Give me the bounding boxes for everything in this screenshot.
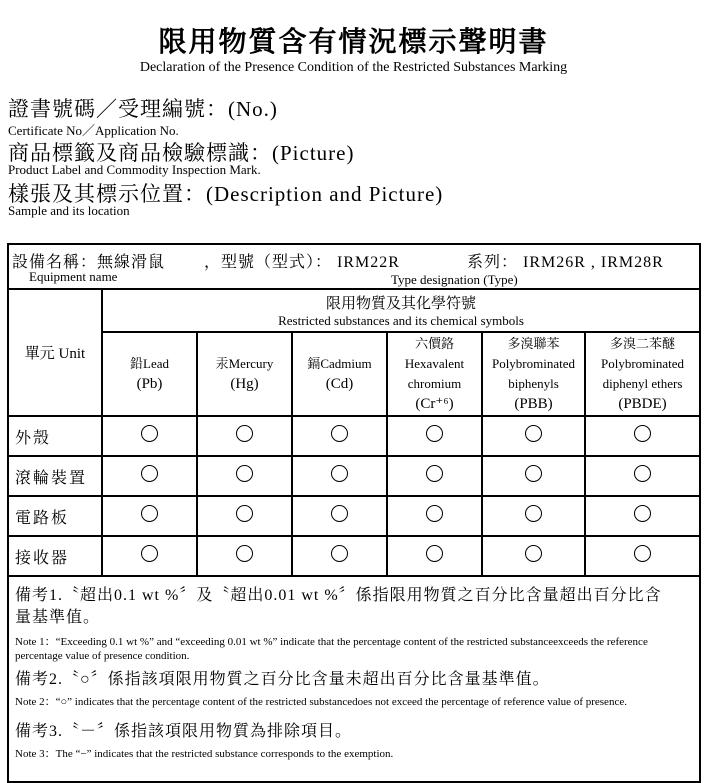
series-models: 系列： IRM26R , IRM28R — [467, 254, 664, 271]
restricted-substances-table — [7, 243, 701, 783]
compliance-cell — [387, 416, 482, 456]
compliance-cell — [102, 456, 197, 496]
circle-mark-icon — [634, 505, 651, 522]
compliance-cell — [197, 456, 292, 496]
table-row — [8, 496, 700, 536]
circle-mark-icon — [426, 505, 443, 522]
substance-header — [292, 332, 387, 416]
circle-mark-icon — [141, 505, 158, 522]
document-subtitle: Declaration of the Presence Condition of the Restricted Substances Marking — [139, 60, 568, 75]
substance-header-line3: (Pb) — [136, 376, 163, 392]
sample-location-heading: 樣張及其標示位置：(Description and Picture) — [8, 182, 444, 206]
compliance-cell — [197, 536, 292, 576]
part-name: 外殼 — [8, 416, 102, 456]
compliance-cell — [197, 416, 292, 456]
substance-header-line3: (Cr⁺⁶) — [415, 396, 454, 412]
compliance-cell — [102, 496, 197, 536]
compliance-cell — [292, 496, 387, 536]
note-1: 備考1.〝超出0.1 wt %〞及〝超出0.01 wt %〞係指限用物質之百分比含量超出百分比含量基準值。 — [15, 587, 662, 626]
product-label-heading-en: Product Label and Commodity Inspection Mark. — [8, 162, 261, 177]
circle-mark-icon — [141, 465, 158, 482]
compliance-cell — [102, 416, 197, 456]
circle-mark-icon — [236, 545, 253, 562]
unit-header: 單元 Unit — [8, 289, 102, 416]
circle-mark-icon — [426, 465, 443, 482]
circle-mark-icon — [236, 465, 253, 482]
circle-mark-icon — [634, 545, 651, 562]
table-row — [8, 416, 700, 456]
note-2-en: Note 2：“○” indicates that the percentage content of the restricted substancedoes not exceed the percentage of reference value of presence. — [15, 696, 627, 708]
table-row — [8, 536, 700, 576]
certificate-number-label: 證書號碼／受理編號：(No.) — [8, 97, 278, 121]
type-designation-en: Type designation (Type) — [391, 272, 518, 287]
document-title: 限用物質含有情況標示聲明書 — [158, 27, 549, 58]
compliance-cell — [292, 536, 387, 576]
circle-mark-icon — [634, 465, 651, 482]
substance-header — [197, 332, 292, 416]
note-3-en: Note 3：The “−” indicates that the restricted substance corresponds to the exemption. — [15, 748, 394, 760]
note-3: 備考3.〝－〞係指該項限用物質為排除項目。 — [15, 723, 353, 740]
compliance-cell — [482, 536, 585, 576]
sample-location-heading-en: Sample and its location — [8, 203, 130, 218]
compliance-cell — [482, 496, 585, 536]
notes-section — [8, 576, 700, 782]
substance-header-line1: 汞Mercury — [215, 356, 274, 371]
substances-group-header — [102, 289, 700, 332]
substance-header-line2: Polybrominated biphenyls — [491, 356, 576, 391]
circle-mark-icon — [236, 425, 253, 442]
circle-mark-icon — [634, 425, 651, 442]
circle-mark-icon — [426, 545, 443, 562]
compliance-cell — [387, 496, 482, 536]
circle-mark-icon — [426, 425, 443, 442]
circle-mark-icon — [331, 465, 348, 482]
substance-header — [387, 332, 482, 416]
part-name: 電路板 — [8, 496, 102, 536]
note-1-en: Note 1：“Exceeding 0.1 wt %” and “exceeding 0.01 wt %” indicate that the percentage content of the restricted substanceexceeds the reference percentage value of presence condition. — [15, 636, 648, 662]
certificate-number-label-en: Certificate No／Application No. — [8, 123, 179, 138]
circle-mark-icon — [525, 425, 542, 442]
type-designation: ，型號（型式）： IRM22R — [204, 254, 400, 271]
note-2: 備考2.〝○〞係指該項限用物質之百分比含量未超出百分比含量基準值。 — [15, 671, 550, 688]
compliance-cell — [292, 416, 387, 456]
part-name: 接收器 — [8, 536, 102, 576]
compliance-cell — [482, 456, 585, 496]
substance-header-line2: Polybrominated diphenyl ethers — [600, 356, 685, 391]
circle-mark-icon — [525, 505, 542, 522]
compliance-cell — [387, 536, 482, 576]
compliance-cell — [585, 456, 700, 496]
substance-header — [585, 332, 700, 416]
substance-header-line1: 鉛Lead — [130, 356, 169, 371]
equipment-name: 設備名稱：無線滑鼠 — [12, 254, 166, 271]
substance-header — [102, 332, 197, 416]
substance-header-line1: 六價鉻 — [414, 336, 454, 351]
circle-mark-icon — [331, 505, 348, 522]
compliance-cell — [585, 416, 700, 456]
circle-mark-icon — [525, 465, 542, 482]
substance-header-line1: 鎘Cadmium — [307, 356, 372, 371]
compliance-cell — [585, 496, 700, 536]
substance-header-line3: (Cd) — [325, 376, 354, 392]
substance-header-line3: (PBB) — [514, 396, 553, 412]
circle-mark-icon — [331, 545, 348, 562]
equipment-row — [8, 244, 700, 289]
substance-header — [482, 332, 585, 416]
equipment-name-en: Equipment name — [29, 269, 118, 284]
compliance-cell — [482, 416, 585, 456]
circle-mark-icon — [236, 505, 253, 522]
compliance-cell — [387, 456, 482, 496]
product-label-heading: 商品標籤及商品檢驗標識：(Picture) — [8, 141, 355, 165]
substance-header-line1: 多溴聯苯 — [507, 336, 560, 351]
table-row — [8, 456, 700, 496]
compliance-cell — [102, 536, 197, 576]
circle-mark-icon — [525, 545, 542, 562]
substance-header-line2: Hexavalent chromium — [404, 356, 465, 391]
part-name: 滾輪裝置 — [8, 456, 102, 496]
circle-mark-icon — [141, 425, 158, 442]
compliance-cell — [292, 456, 387, 496]
substance-header-line3: (PBDE) — [618, 396, 667, 412]
compliance-cell — [197, 496, 292, 536]
circle-mark-icon — [141, 545, 158, 562]
substance-header-line3: (Hg) — [230, 376, 259, 392]
substance-header-line1: 多溴二苯醚 — [610, 336, 676, 351]
compliance-cell — [585, 536, 700, 576]
substances-group-title-en: Restricted substances and its chemical symbols — [278, 313, 524, 328]
substances-group-title: 限用物質及其化學符號 — [326, 296, 477, 312]
circle-mark-icon — [331, 425, 348, 442]
